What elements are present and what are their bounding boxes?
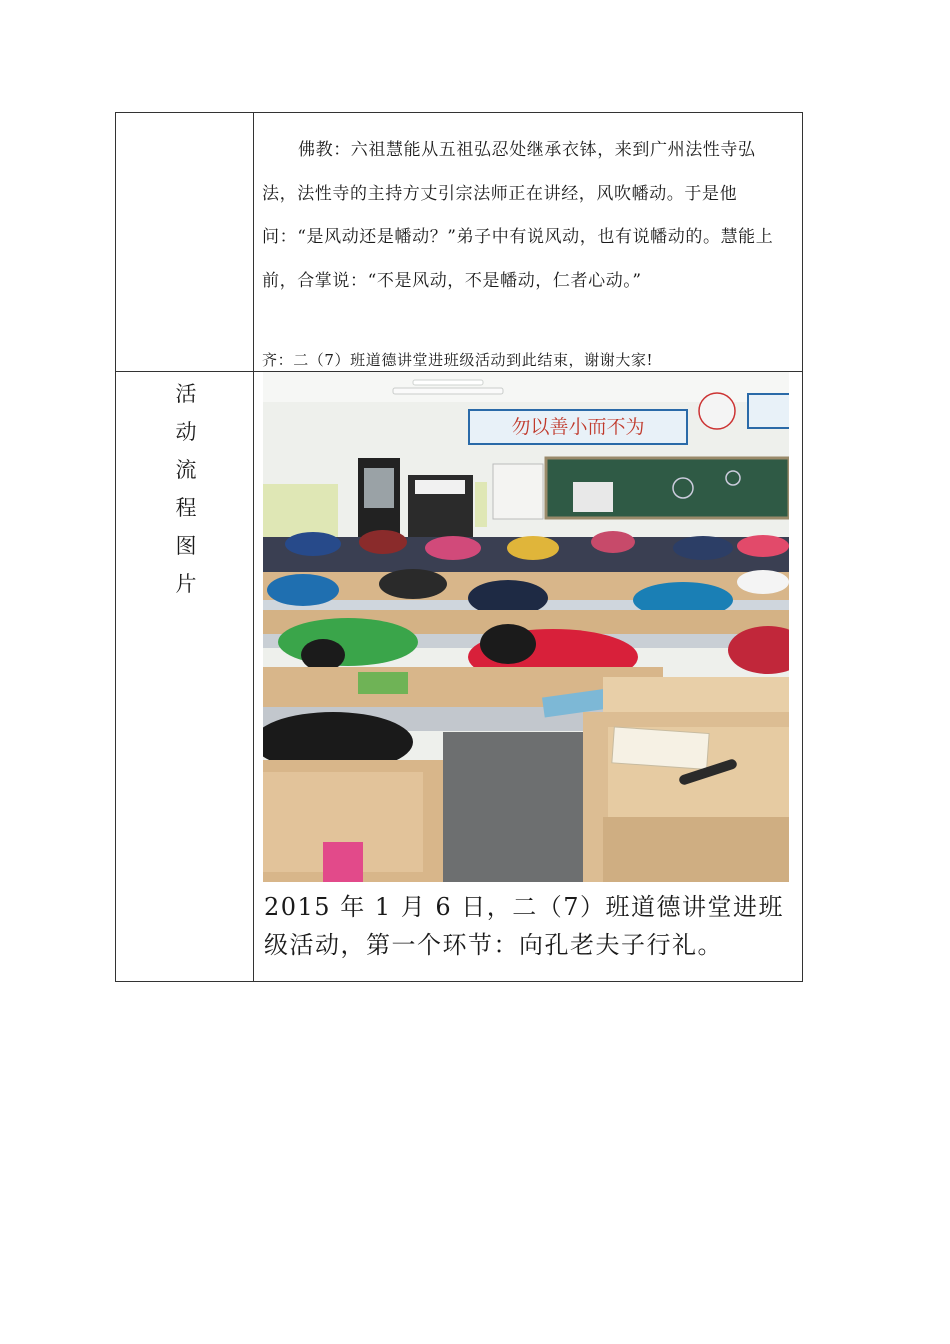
label-char: 片 xyxy=(175,572,197,596)
label-char: 活 xyxy=(175,382,197,406)
label-char: 流 xyxy=(175,458,197,482)
closing-line: 齐：二（7）班道德讲堂进班级活动到此结束，谢谢大家! xyxy=(262,351,654,369)
story-cell xyxy=(262,129,782,303)
photo-caption: 2015 年 1 月 6 日，二（7）班道德讲堂进班级活动，第一个环节：向孔老夫子行礼。 xyxy=(264,893,785,959)
label-char: 图 xyxy=(175,534,197,558)
content-table xyxy=(115,112,803,982)
label-char: 程 xyxy=(175,496,197,520)
column-divider xyxy=(253,113,254,981)
label-char: 动 xyxy=(175,420,197,444)
classroom-photo-illustration xyxy=(263,372,789,882)
classroom-photo xyxy=(263,372,789,882)
story-paragraph: 佛教：六祖慧能从五祖弘忍处继承衣钵，来到广州法性寺弘法，法性寺的主持方丈引宗法师正在讲经，风吹幡动。于是他问：“是风动还是幡动？”弟子中有说风动，也有说幡动的。慧能上前，合掌说：“不是风动，不是幡动，仁者心动。” xyxy=(262,140,774,291)
row-label-activity-photos xyxy=(168,375,204,603)
banner-text: 勿以善小而不为 xyxy=(511,416,645,438)
